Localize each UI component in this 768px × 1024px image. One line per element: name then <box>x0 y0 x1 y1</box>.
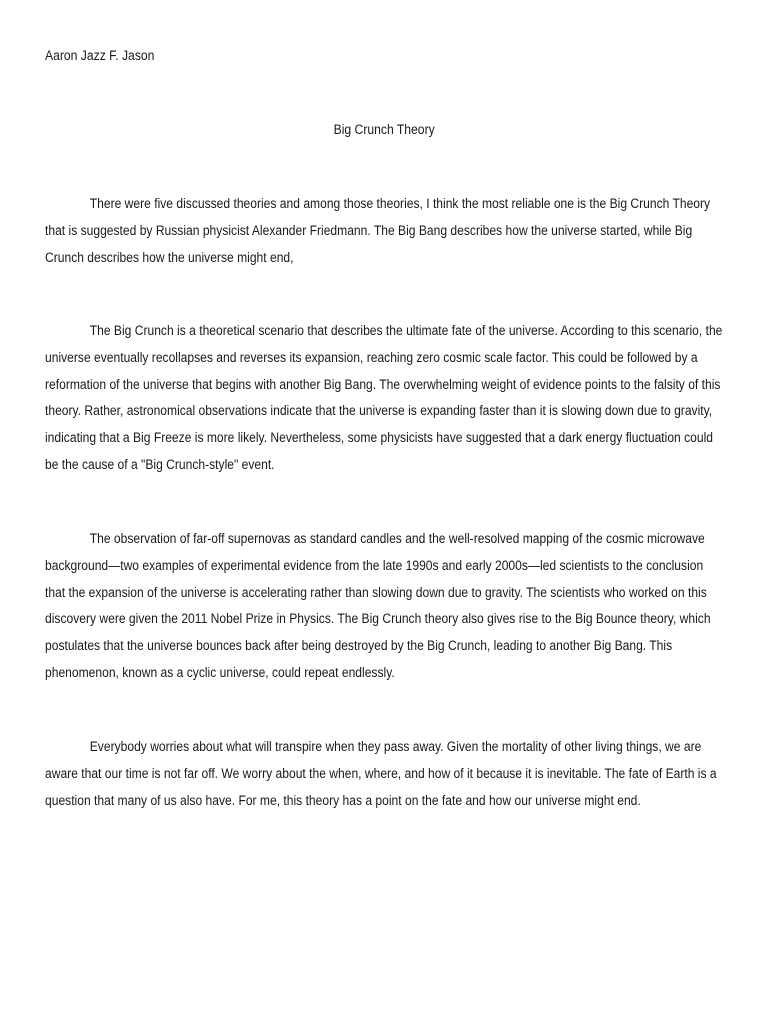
page-title-text: Big Crunch Theory <box>333 122 435 137</box>
author-name: Aaron Jazz F. Jason <box>45 48 155 63</box>
paragraph-theory: The Big Crunch is a theoretical scenario that describes the ultimate fate of the universe. According to this scenario, the universe eventually recollapses and reverses its expansion, reaching zero cosmic scale factor. This could be followed by a reformation of the universe that begins with another Big Bang. The overwhelming weight of evidence points to the falsity of this theory. Rather, astronomical observations indicate that the universe is expanding faster than it is slowing down due to gravity, indicating that a Big Freeze is more likely. Nevertheless, some physicists have suggested that a dark energy fluctuation could be the cause of a "Big Crunch-style" event. <box>45 323 723 472</box>
page-title <box>0 121 768 139</box>
paragraph-conclusion: Everybody worries about what will transpire when they pass away. Given the mortality of other living things, we are aware that our time is not far off. We worry about the when, where, and how of it because it is inevitable. The fate of Earth is a question that many of us also have. For me, this theory has a point on the fate and how our universe might end. <box>45 739 717 808</box>
paragraph-intro: There were five discussed theories and among those theories, I think the most reliable one is the Big Crunch Theory that is suggested by Russian physicist Alexander Friedmann. The Big Bang describes how the universe started, while Big Crunch describes how the universe might end, <box>45 196 711 265</box>
paragraph-evidence: The observation of far-off supernovas as standard candles and the well-resolved mapping of the cosmic microwave background—two examples of experimental evidence from the late 1990s and early 2000s—led scientists to the conclusion that the expansion of the universe is accelerating rather than slowing down due to gravity. The scientists who worked on this discovery were given the 2011 Nobel Prize in Physics. The Big Crunch theory also gives rise to the Big Bounce theory, which postulates that the universe bounces back after being destroyed by the Big Crunch, leading to another Big Bang. This phenomenon, known as a cyclic universe, could repeat endlessly. <box>45 531 711 680</box>
